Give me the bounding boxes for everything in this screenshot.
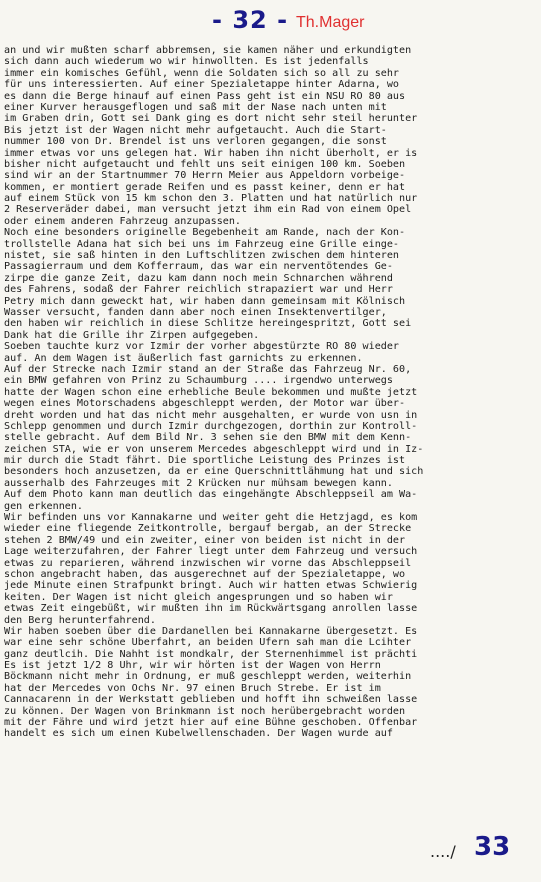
text-line: Noch eine besonders originelle Begebenheit am Rande, nach der Kon- — [4, 227, 406, 239]
text-line: war eine sehr schöne Überfahrt, an beiden Ufern sah man die Lcihter — [4, 637, 412, 649]
text-line: gen erkennen. — [4, 500, 84, 512]
text-line: wieder eine fliegende Zeitkontrolle, bergauf bergab, an der Strecke — [4, 523, 412, 535]
text-line: Soeben tauchte kurz vor Izmir der vorher abgestürzte RO 80 wieder — [4, 341, 400, 353]
text-line: bisher nicht aufgetaucht und fehlt uns seit einigen 100 km. Soeben — [4, 158, 406, 170]
text-line: Wir haben soeben über die Dardanellen bei Kannakarne übergesetzt. Es — [4, 625, 418, 637]
text-line: mir durch die Stadt fährt. Die sportliche Leistung des Prinzes ist — [4, 455, 406, 467]
text-line: Schlepp genommen und durch Izmir durchgezogen, dorthin zur Kontroll- — [4, 420, 418, 432]
text-line: handelt es sich um einen Kubelwellenschaden. Der Wagen wurde auf — [4, 728, 393, 740]
text-line: Petry mich dann geweckt hat, wir haben dann gemeinsam mit Kölnisch — [4, 295, 406, 307]
text-line: ausserhalb des Fahrzeuges mit 2 Krücken nur mühsam bewegen kann. — [4, 477, 393, 489]
text-line: jede Minute einen Strafpunkt bringt. Auch wir hatten etwas Schwierig — [4, 580, 418, 592]
text-line: des Fahrens, sodaß der Fahrer reichlich strapaziert war und Herr — [4, 284, 393, 296]
text-line: einer Kurver herausgeflogen und saß mit der Nase nach unten mit — [4, 101, 387, 113]
text-line: immer etwas vor uns gelegen hat. Wir haben ihn nicht überholt, er is — [4, 147, 418, 159]
text-line: zeichen STA, wie er von unserem Mercedes abgeschleppt wird und in Iz- — [4, 443, 424, 455]
text-line: Dank hat die Grille ihr Zirpen aufgegeben. — [4, 329, 260, 341]
text-line: etwas zu reparieren, während inzwischen wir vorne das Abschleppseil — [4, 557, 412, 569]
text-line: ganz deutlcih. Die Nahht ist mondkalr, der Sternenhimmel ist prächti — [4, 648, 418, 660]
text-line: ein BMW gefahren von Prinz zu Schaumburg .... irgendwo unterwegs — [4, 375, 393, 387]
typewritten-body — [4, 45, 541, 740]
text-line: den haben wir reichlich in diese Schlitze hereingespritzt, Gott sei — [4, 318, 412, 330]
text-line: sind wir an der Startnummer 70 Herrn Meier aus Appeldorn vorbeige- — [4, 170, 406, 182]
page-header — [0, 6, 541, 36]
text-line: Wasser versucht, fanden dann aber noch einen Insektenvertilger, — [4, 306, 387, 318]
text-line: nistet, sie saß hinten in den Luftschlitzen zwischen dem hinteren — [4, 250, 400, 262]
text-line: zirpe die ganze Zeit, dazu kam dann noch mein Schnarchen während — [4, 272, 393, 284]
text-line: im Graben drin, Gott sei Dank ging es dort nicht sehr steil herunter — [4, 113, 418, 125]
text-line: sich dann auch wiederum wo wir hinwollten. Es ist jedenfalls — [4, 56, 369, 68]
text-line: stelle gebracht. Auf dem Bild Nr. 3 sehen sie den BMW mit dem Kenn- — [4, 432, 412, 444]
text-line: besonders hoch anzusetzen, da er eine Querschnittlähmung hat und sich — [4, 466, 424, 478]
text-line: schon angebracht haben, das ausgerechnet auf der Spezialetappe, wo — [4, 568, 406, 580]
text-line: mit der Fähre und wird jetzt hier auf eine Bühne geschoben. Offenbar — [4, 717, 418, 729]
text-line: wegen eines Motorschadens abgeschleppt werden, der Motor war über- — [4, 398, 406, 410]
text-line: Bis jetzt ist der Wagen nicht mehr aufgetaucht. Auch die Start- — [4, 124, 387, 136]
text-line: Auf der Strecke nach Izmir stand an der Straße das Fahrzeug Nr. 60, — [4, 363, 412, 375]
text-line: Wir befinden uns vor Kannakarne und weiter geht die Hetzjagd, es kom — [4, 512, 418, 524]
text-line: 2 Reserveräder dabei, man versucht jetzt ihm ein Rad von einem Opel — [4, 204, 412, 216]
text-line: kommen, er montiert gerade Reifen und es passt keiner, denn er hat — [4, 181, 406, 193]
text-line: Lage weiterzufahren, der Fahrer liegt unter dem Fahrzeug und versuch — [4, 546, 418, 558]
text-line: etwas Zeit eingebüßt, wir mußten ihn im Rückwärtsgang anrollen lasse — [4, 603, 418, 615]
text-line: auf. An dem Wagen ist äußerlich fast garnichts zu erkennen. — [4, 352, 363, 364]
text-line: Cannacarenn in der Werkstatt geblieben und hofft ihn schweißen lasse — [4, 694, 418, 706]
text-line: Auf dem Photo kann man deutlich das eingehängte Abschleppseil am Wa- — [4, 489, 418, 501]
text-line: an und wir mußten scharf abbremsen, sie kamen näher und erkundigten — [4, 45, 412, 56]
text-line: hatte der Wagen schon eine erhebliche Beule bekommen und mußte jetzt — [4, 386, 418, 398]
text-line: zu können. Der Wagen von Brinkmann ist noch herübergebracht worden — [4, 705, 406, 717]
next-page-number: 33 — [474, 832, 511, 862]
text-line: oder einem anderen Fahrzeug anzupassen. — [4, 215, 242, 227]
text-line: nummer 100 von Dr. Brendel ist uns verloren gegangen, die sonst — [4, 136, 387, 148]
text-line: es dann die Berge hinauf auf einen Pass geht ist ein NSU RO 80 aus — [4, 90, 406, 102]
author-name: Th.Mager — [296, 14, 365, 31]
continuation-mark: ..../ — [430, 842, 456, 861]
text-line: immer ein komisches Gefühl, wenn die Soldaten sich so all zu sehr — [4, 67, 400, 79]
text-line: hat der Mercedes von Ochs Nr. 97 einen Bruch Strebe. Er ist im — [4, 682, 381, 694]
text-line: Passagierraum und dem Kofferraum, das war ein nerventötendes Ge- — [4, 261, 393, 273]
text-line: Böckmann nicht mehr in Ordnung, er muß geschleppt werden, weiterhin — [4, 671, 412, 683]
text-line: dreht worden und hat das nicht mehr ausgehalten, er wurde von usn in — [4, 409, 418, 421]
text-line: für uns interessierten. Auf einer Spezialetappe hinter Adarna, wo — [4, 79, 400, 91]
text-line: den Berg herunterfahrend. — [4, 614, 156, 626]
text-line: stehen 2 BMW/49 und ein zweiter, einer von beiden ist nicht in der — [4, 534, 406, 546]
text-line: Es ist jetzt 1/2 8 Uhr, wir wir hörten ist der Wagen von Herrn — [4, 660, 381, 672]
text-line: trollstelle Adana hat sich bei uns im Fahrzeug eine Grille einge- — [4, 238, 400, 250]
text-line: keiten. Der Wagen ist nicht gleich angesprungen und so haben wir — [4, 591, 393, 603]
page-number: - 32 - — [212, 6, 289, 34]
text-line: auf einem Stück von 15 km schon den 3. Platten und hat natürlich nur — [4, 193, 418, 205]
